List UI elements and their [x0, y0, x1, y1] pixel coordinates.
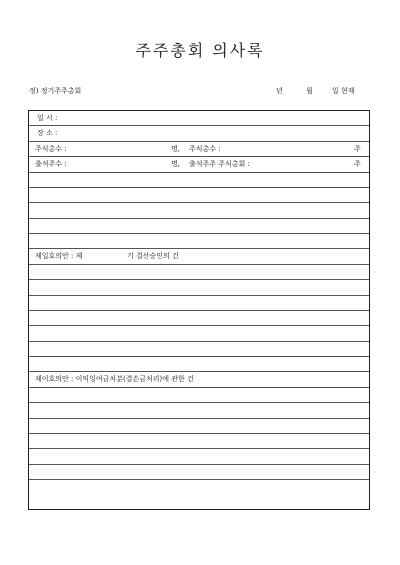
attending-label: 출석주수 : — [35, 160, 67, 169]
date-field-label: 일 시 : — [37, 114, 58, 122]
date-month: 월 — [306, 87, 313, 95]
form-row-agenda1 — [29, 249, 369, 264]
date-year: 년 — [276, 87, 283, 95]
form-row-blank — [29, 311, 369, 326]
form-row-blank — [29, 188, 369, 203]
form-row-blank — [29, 480, 369, 495]
total-shares-unit: 주 — [354, 144, 361, 153]
form-row-blank — [29, 388, 369, 403]
agenda1-title: 기 결산승인의 건 — [127, 252, 179, 261]
form-row-blank — [29, 280, 369, 295]
form-row-place — [29, 126, 369, 141]
form-row-blank — [29, 219, 369, 234]
form-row-shareholders — [29, 142, 369, 157]
minutes-form — [28, 110, 370, 510]
form-row-blank — [29, 419, 369, 434]
place-field-label: 장 소 : — [37, 129, 58, 138]
total-shares-label: 주식총수 : — [189, 144, 221, 153]
shareholders-unit: 명, — [171, 144, 180, 153]
form-row-blank — [29, 234, 369, 249]
date-day: 일 현재 — [332, 87, 355, 95]
form-row-blank — [29, 296, 369, 311]
agenda2-label: 제이호의안 : 이익잉여금처분(결손금처리)에 관한 건 — [35, 375, 194, 384]
form-row-attending — [29, 157, 369, 172]
form-row-blank — [29, 434, 369, 449]
form-row-blank — [29, 203, 369, 218]
form-row-blank — [29, 326, 369, 341]
form-row-blank — [29, 357, 369, 372]
attending-shares-unit: 주 — [354, 160, 361, 169]
form-row-blank — [29, 265, 369, 280]
attending-unit: 명, — [171, 160, 180, 169]
shareholders-label: 주식총수 : — [35, 144, 67, 153]
form-row-agenda2 — [29, 372, 369, 387]
form-row-blank — [29, 173, 369, 188]
form-row-blank — [29, 342, 369, 357]
document-title: 주주총회 의사록 — [135, 41, 265, 60]
form-row-blank — [29, 465, 369, 480]
form-row-blank — [29, 449, 369, 464]
form-row-blank — [29, 403, 369, 418]
form-row-date — [29, 111, 369, 126]
attending-shares-label: 출석주주 주식총회 : — [189, 160, 250, 169]
agenda1-label: 제일호의안 : 제 — [35, 252, 83, 261]
meeting-type-label: 정) 정기주주총회 — [29, 87, 82, 95]
